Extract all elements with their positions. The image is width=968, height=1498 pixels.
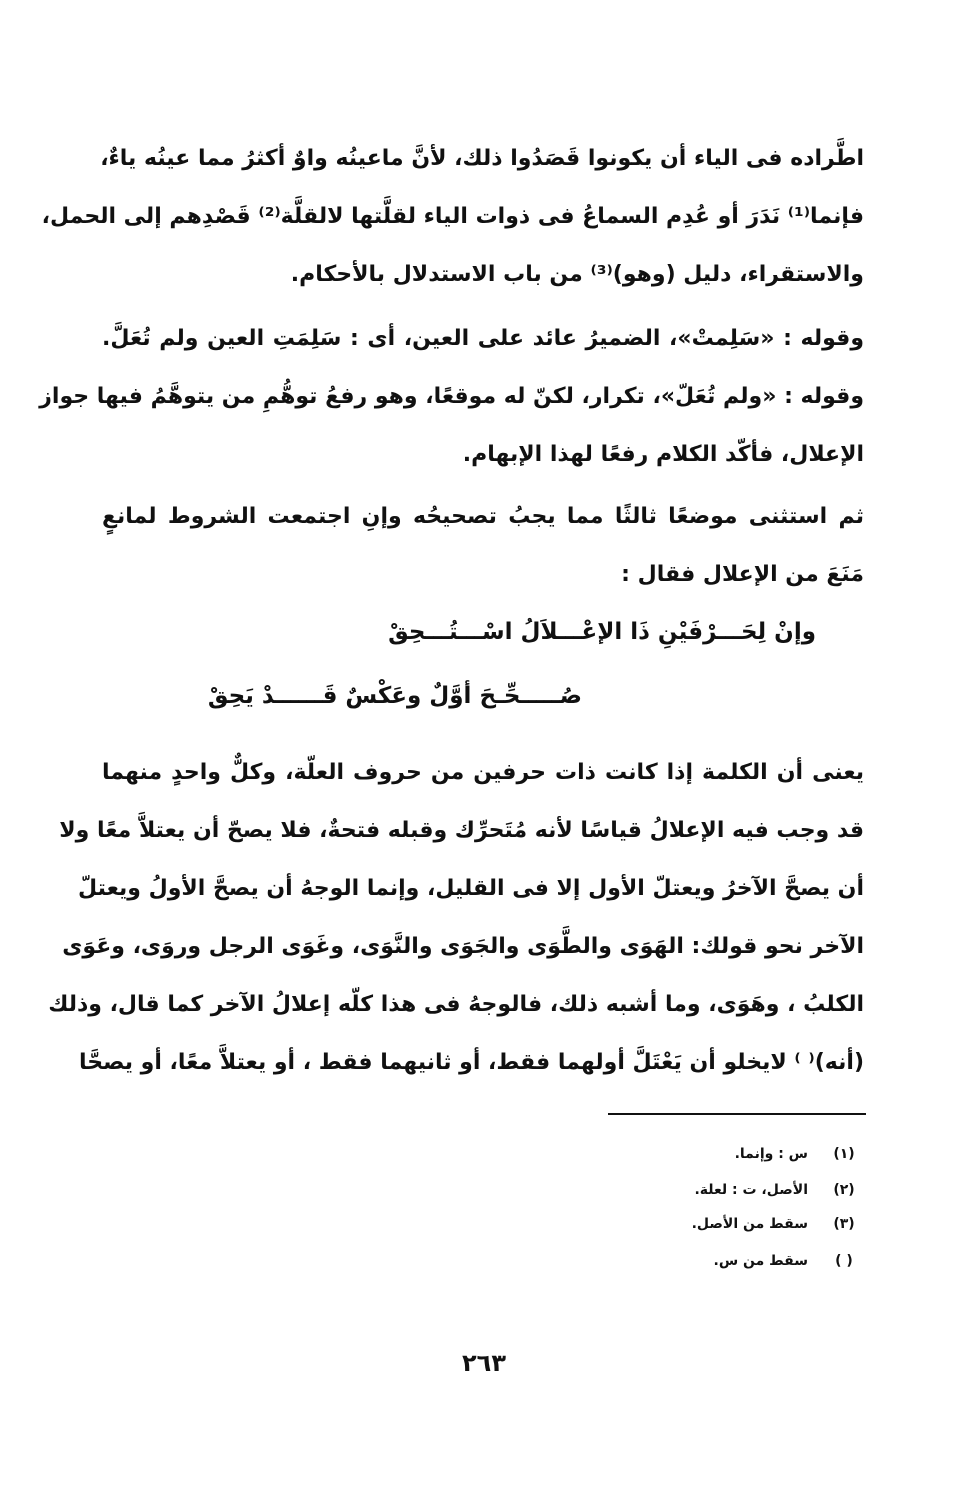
text-line: أن يصحَّ الآخرُ ويعتلّ الأول إلا فى القليل، وإنما الوجهُ أن يصحَّ الأولُ ويعتلّ [77,876,864,901]
footnote-mark: (١) [833,1146,855,1162]
text-line: الإعلال، فأكّد الكلام رفعًا لهذا الإبهام. [462,442,864,467]
footnote [504,1208,864,1240]
paragraph-2 [39,310,864,484]
footnote-text: س : وإنما. [734,1146,808,1162]
text-line: (أنه)⁽ ⁾ لايخلو أن يَعْتَلَّ أولهما فقط، أو ثانيهما فقط ، أو يعتلاَّ معًا، أو يصحَّا [78,1050,864,1075]
text-line: مَنَعَ من الإعلال فقال : [621,562,864,587]
footnote-mark: ( ) [835,1253,853,1269]
text-line: فإنما⁽¹⁾ نَدَرَ أو عُدِم السماعُ فى ذوات الياء لقلَّتها لالقلَّة⁽²⁾ قَصْدِهم إلى الحمل، [41,204,864,229]
text-line: قد وجب فيه الإعلالُ قياسًا لأنه مُتَحرِّك وقبله فتحةٌ، فلا يصحّ أن يعتلاَّ معًا ولا [59,818,864,843]
footnote-text: الأصل، ت : لعلة. [694,1182,808,1198]
text-line: وقوله : «ولم تُعَلّ»، تكرار، لكنّ له موقعًا، وهو رفعُ توهُّمِ من يتوهَّمُ فيها جواز [39,384,864,409]
verse-line-1: وإنْ لِحَـــرْفَيْنِ ذَا الإعْـــلاَلُ اسْـــتُـــحِقْ [388,619,816,645]
text-line: الآخر نحو قولك: الهَوَى والطَّوَى والجَوَى والنَّوَى، وغَوَى الرجل وروَى، وعَوَى [62,934,864,959]
text-line: يعنى أن الكلمة إذا كانت ذات حرفين من حروف العلّة، وكلٌّ واحدٍ منهما [102,760,864,785]
page-number: ٢٦٣ [462,1349,506,1377]
footnote [504,1138,864,1170]
paragraph-1 [41,130,864,304]
footnote [504,1245,864,1277]
verse-line-2: صُـــــحِّـحَ أوَّلٌ وعَكْسٌ قَــــــدْ يَحِقْ [207,683,582,709]
footnote-text: سقط من س. [713,1253,808,1269]
paragraph-4 [48,744,864,1092]
footnote-mark: (٢) [833,1182,855,1198]
text-line: ثم استثنى موضعًا ثالثًا مما يجبُ تصحيحُه وإنِ اجتمعت الشروط لمانعٍ [102,504,864,529]
text-line: الكلبُ ، وهَوَى، وما أشبه ذلك، فالوجهُ فى هذا كلّه إعلالُ الآخر كما قال، وذلك [48,992,864,1017]
footnote-text: سقط من الأصل. [691,1216,808,1232]
text-line: وقوله : «سَلِمتْ»، الضميرُ عائد على العين، أى : سَلِمَتِ العين ولم تُعَلَّ. [102,326,864,351]
text-line: اطَّراده فى الياء أن يكونوا قَصَدُوا ذلك، لأنَّ ماعينُه واوٌ أكثرُ مما عينُه ياءٌ، [100,146,864,171]
text-line: والاستقراء، دليل (وهو)⁽³⁾ من باب الاستدلال بالأحكام. [290,262,864,287]
footnote [504,1174,864,1206]
footnote-mark: (٣) [833,1216,855,1232]
footnote-divider [608,1113,866,1115]
paragraph-3 [102,488,864,604]
